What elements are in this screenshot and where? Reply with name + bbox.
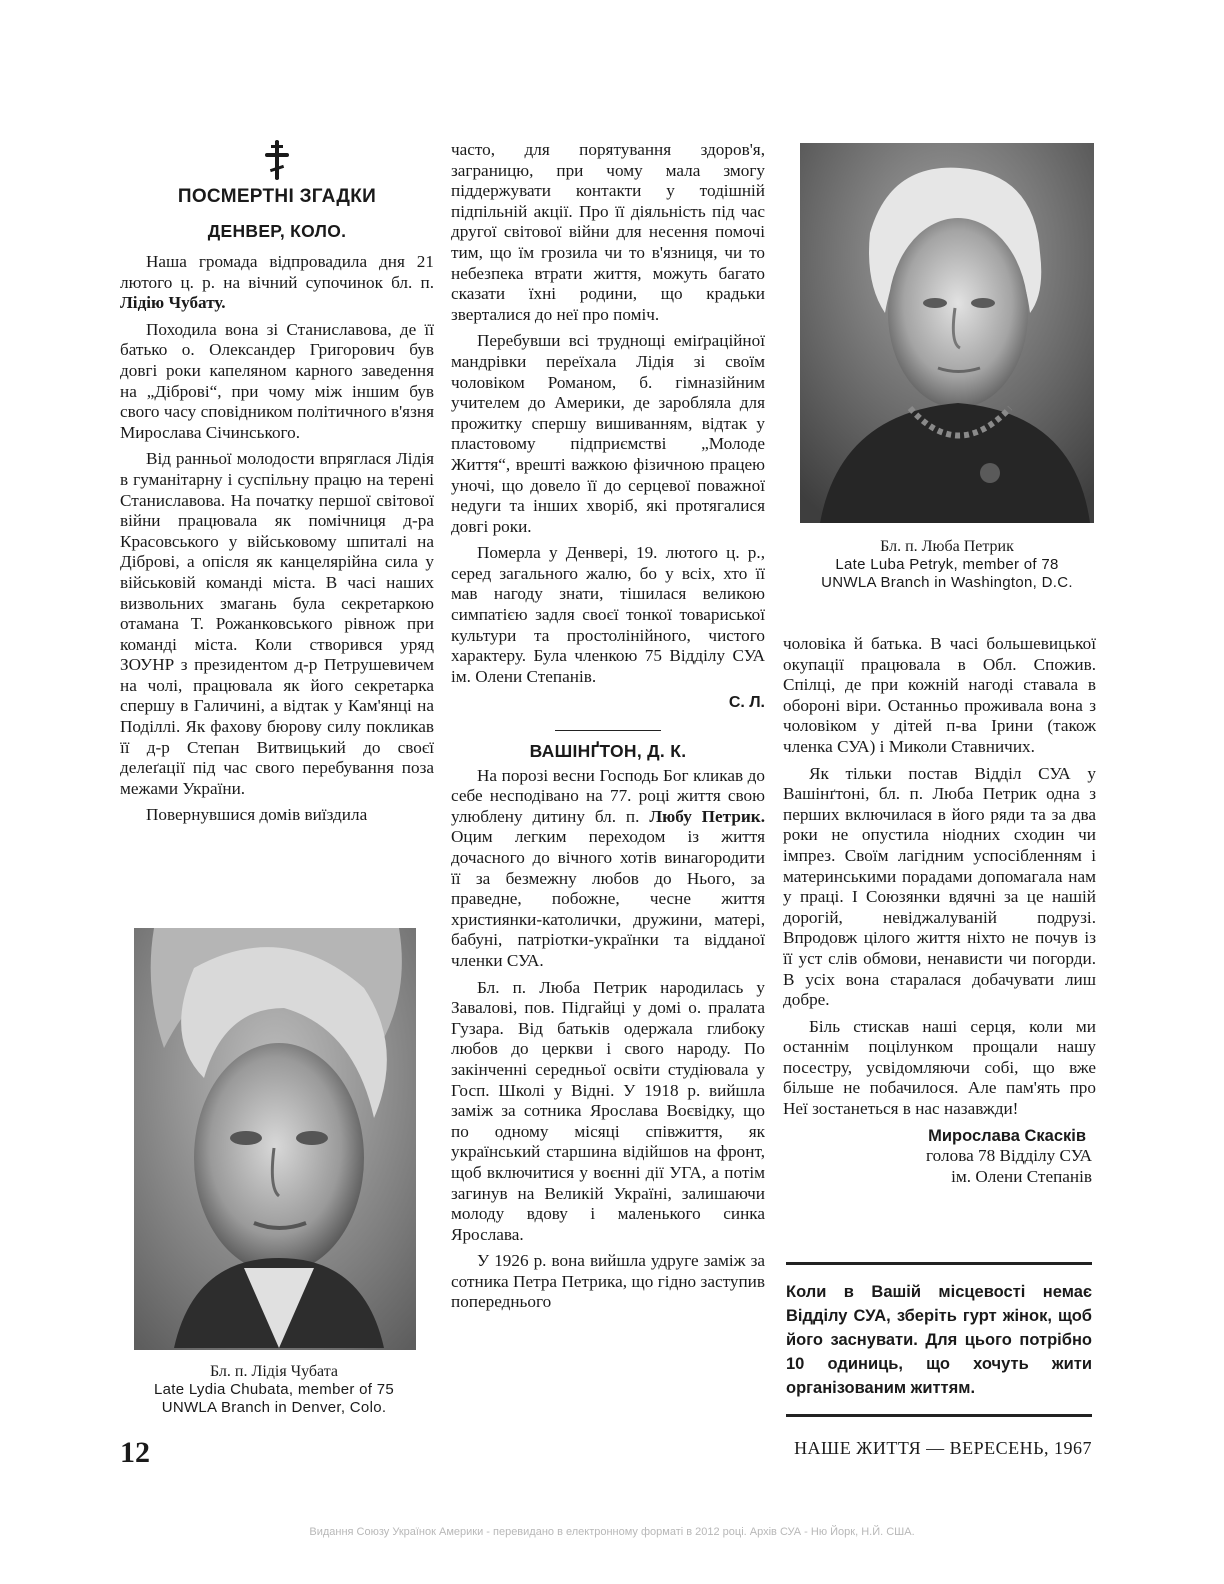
notice-bottom-rule (786, 1414, 1092, 1417)
caption-en-line-2: UNWLA Branch in Washington, D.C. (821, 574, 1073, 591)
washington-heading: ВАШІНҐТОН, Д. К. (529, 741, 687, 762)
running-footer: НАШЕ ЖИТТЯ — ВЕРЕСЕНЬ, 1967 (794, 1438, 1092, 1458)
orthodox-cross-icon (262, 140, 292, 180)
notice-top-rule (786, 1262, 1092, 1265)
washington-paragraph-3: У 1926 р. вона вийшла удруге заміж за сотника Петра Петрика, що гідно заступив попереднього (451, 1251, 765, 1312)
column-2 (451, 140, 765, 1319)
obituaries-heading: ПОСМЕРТНІ ЗГАДКИ (177, 186, 377, 207)
washington-paragraph-5: Як тільки постав Відділ СУА у Вашінґтоні, бл. п. Люба Петрик одна з перших включилася в його ряди та за два роки не опустила ніодних сходин чи імпрез. Своїм лагідним успосібленням і материнськими порадами допомагала нам у праці. І Союзянки вдячні за це нашій дорогій, невіджалуваній подрузі. Впродовж цілого життя ніхто не почув із її уст слів обмови, ненависти чи погорди. В усіх вона старалася добачувати лиш добре. (783, 763, 1096, 1010)
denver-paragraph-7: Померла у Денвері, 19. лютого ц. р., серед загального жалю, бо у всіх, хто її мав нагоду знати, тішилася великою симпатією задля своєї тонкої товариської культури та простолінійного, чистого характеру. Була членкою 75 Відділу СУА ім. Олени Степанів. (451, 543, 765, 686)
page-number: 12 (120, 1436, 150, 1469)
section-divider (555, 730, 661, 731)
photo-caption-lydia (106, 1363, 442, 1417)
denver-signature: С. Л. (728, 694, 765, 712)
denver-paragraph-1: Наша громада відпровадила дня 21 лютого ц. р. на вічний супочинок бл. п. Лідію Чубату. (120, 252, 434, 313)
washington-paragraph-4: чоловіка й батька. В часі большевицької окупації працювала в Обл. Спожив. Спілці, де при кожній нагоді ставала в обороні віри. Останньо проживала вона з чоловіком у дітей п-ва Ірини (також членка СУА) і Миколи Ставничих. (783, 634, 1096, 756)
archive-credit: Видання Союзу Українок Америки - перевидано в електронному форматі в 2012 році. Архів СУА - Ню Йорк, Н.Й. США. (309, 1526, 915, 1538)
denver-heading: ДЕНВЕР, КОЛО. (207, 221, 347, 241)
washington-paragraph-1: На порозі весни Господь Бог кликав до себе несподівано на 77. році життя свою улюблену дитину бл. п. Любу Петрик. Оцим легким переходом із життя дочасного до вічного хотів винагородити її за безмежну любов до Нього, за праведне, побожне, чесне життя християнки-католички, дружини, матері, бабуні, патріотки-українки та відданої членки СУА. (451, 765, 765, 970)
caption-en-line-1: Late Luba Petryk, member of 78 (835, 556, 1059, 573)
denver-paragraph-3: Від ранньої молодости впряглася Лідія в гуманітарну і суспільну працю на терені Станиславова. На початку першої світової війни працювала як помічниця д-ра Красовського у військовому шпиталі на Діброві, а опісля як канцелярійна сила у військовій команді міста. В часі наших визвольних змагань була секретаркою отамана Т. Рожанковського рівнож при команді міста. Коли створився уряд ЗОУНР з президентом д-р Петрушевичем на чолі, працювала як його секретарка спершу в Галичині, а відтак у Кам'янці на Поділлі. Як фахову бюрову силу покликав її д-р Степан Витвицький до своєї делеґації під час свого перебування поза межами України. (120, 449, 434, 798)
column-1 (120, 252, 434, 832)
denver-paragraph-5: часто, для порятування здоров'я, заграницю, при чому мала змогу піддержувати контакти у тодішній підпільній акції. Про її діяльність під час другої світової війни для несення помочі тим, що їм грозила чи то в'язниця, чи то небезпека втрати життя, можуть багато сказати їхні родини, що крадьки зверталися до неї про поміч. (451, 140, 765, 324)
caption-en-line-2: UNWLA Branch in Denver, Colo. (161, 1399, 387, 1416)
photo-caption-luba (775, 538, 1119, 592)
caption-uk: Бл. п. Люба Петрик (880, 538, 1014, 555)
signer-name: Мирослава Скасків (928, 1126, 1086, 1145)
denver-paragraph-4: Повернувшися домів виїздила (146, 805, 368, 825)
caption-en-line-1: Late Lydia Chubata, member of 75 (153, 1381, 395, 1398)
washington-paragraph-2: Бл. п. Люба Петрик народилась у Заваловi, пов. Підгайці у домі о. пралата Гузара. Від батьків одержала глибоку любов до церкви і свого народу. По закінченні середньої освіти студіювала у Госп. Школі у Відні. У 1918 р. вийшла заміж за сотника Ярослава Воєвідку, що по одному місяці співжиття, як український старшина відійшов на фронт, щоб включитися у воєнні дії УГА, а потім загинув на Великій Україні, залишаючи молоду вдову і маленького синка Ярослава. (451, 977, 765, 1244)
deceased-name-luba: Любу Петрик. (649, 806, 765, 826)
notice-box: Коли в Вашій місцевості немає Відділу СУА, зберіть гурт жінок, щоб його заснувати. Для цього потрібно 10 одиниць, що хочуть жити організованим життям. (786, 1283, 1092, 1397)
washington-signature-block (783, 1126, 1096, 1188)
denver-paragraph-2: Походила вона зі Станиславова, де її батько о. Олександер Григорович був довгі роки капеляном карного заведення на „Діброві“, при чому між іншим був свого часу сповідником політичного в'язня Мирослава Січинського. (120, 319, 434, 442)
column-3 (783, 634, 1096, 1187)
portrait-photo-luba-petryk (800, 143, 1094, 523)
caption-uk: Бл. п. Лідія Чубата (209, 1363, 339, 1380)
deceased-name-lydia: Лідію Чубату. (120, 293, 226, 313)
denver-paragraph-6: Перебувши всі труднощі еміґраційної мандрівки переїхала Лідія зі своїм чоловіком Романом, б. гімназійним учителем до Америки, де заробляла для прожитку спершу вишиванням, відтак у пластовому підприємстві „Молоде Життя“, врешті важкою фізичною працею уночі, що довело її до серцевої поважної недуги та інших хворіб, які протягалися довгі роки. (451, 331, 765, 536)
signer-title-line-1: голова 78 Відділу СУА (926, 1146, 1092, 1166)
signer-title-line-2: ім. Олени Степанів (951, 1166, 1092, 1186)
portrait-photo-lydia-chubata (134, 928, 416, 1350)
washington-paragraph-6: Біль стискав наші серця, коли ми останнім поцілунком прощали нашу посестру, усвідомляючи собі, що вже більше не побачилося. Але пам'ять про Неї зостанеться в нас назавжди! (783, 1016, 1096, 1119)
